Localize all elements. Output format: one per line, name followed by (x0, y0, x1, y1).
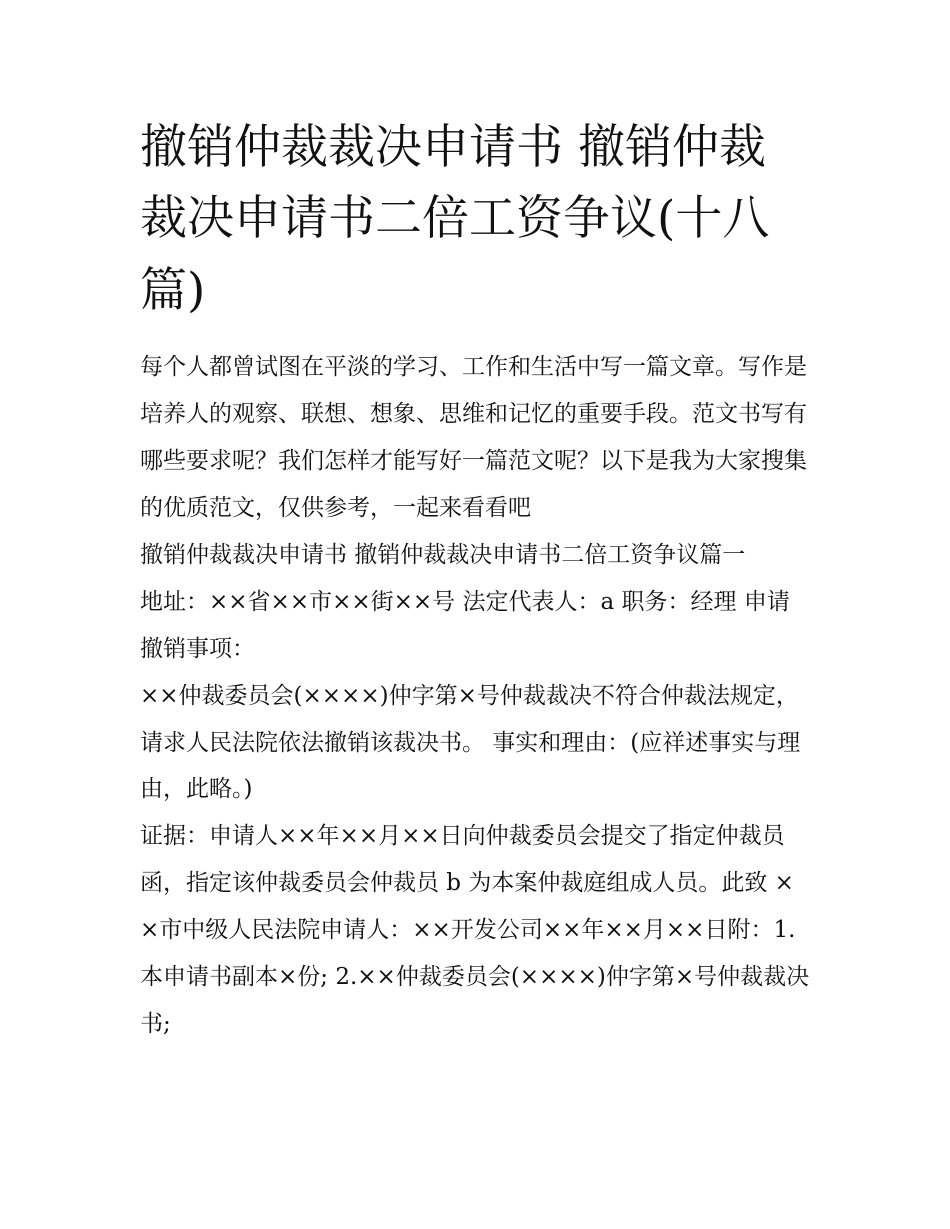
intro-paragraph: 每个人都曾试图在平淡的学习、工作和生活中写一篇文章。写作是培养人的观察、联想、想象、思维和记忆的重要手段。范文书写有哪些要求呢？我们怎样才能写好一篇范文呢？以下是我为大家搜集的优质范文，仅供参考，一起来看看吧 (140, 354, 807, 522)
address-paragraph: 地址：××省××市××街××号 法定代表人：a 职务：经理 申请撤销事项： (140, 588, 790, 662)
document-body (140, 112, 812, 1048)
request-paragraph: ××仲裁委员会(××××)仲字第×号仲裁裁决不符合仲裁法规定，请求人民法院依法撤销该裁决书。 事实和理由：(应祥述事实与理由，此略。) (140, 682, 801, 803)
section-heading: 撤销仲裁裁决申请书 撤销仲裁裁决申请书二倍工资争议篇一 (140, 541, 746, 568)
evidence-paragraph: 证据：申请人××年××月××日向仲裁委员会提交了指定仲裁员函，指定该仲裁委员会仲裁员 b 为本案仲裁庭组成人员。此致 ××市中级人民法院申请人：××开发公司××年××月××日附：1.本申请书副本×份; 2.××仲裁委员会(××××)仲字第×号仲裁裁决书; (140, 823, 810, 1037)
document-title: 撤销仲裁裁决申请书 撤销仲裁裁决申请书二倍工资争议(十八篇) (140, 120, 770, 318)
